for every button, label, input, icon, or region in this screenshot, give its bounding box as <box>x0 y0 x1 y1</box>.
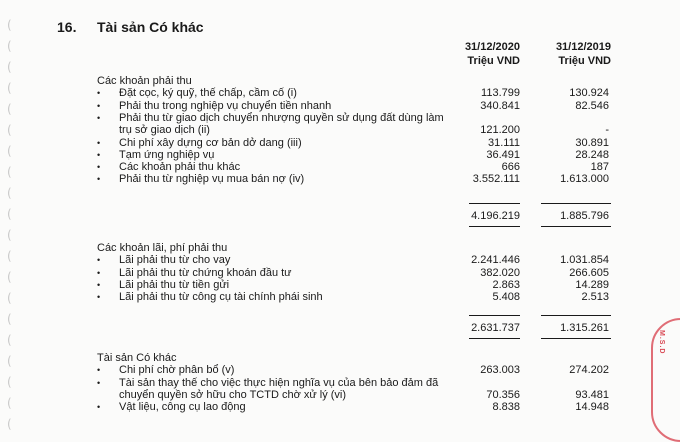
binder-hole-icon: ( <box>7 186 12 200</box>
value-2019: - <box>605 124 609 137</box>
bullet-icon: • <box>97 402 101 413</box>
value-2020: 2.863 <box>492 278 520 291</box>
value-2020: 666 <box>501 161 520 174</box>
group-title: Các khoản phải thu <box>97 75 192 87</box>
row-label: Lãi phải thu từ chứng khoán đầu tư <box>119 266 292 279</box>
section-number: 16. <box>57 19 77 35</box>
column-date: 31/12/2019 <box>555 41 611 53</box>
bullet-icon: • <box>97 365 101 376</box>
binder-hole-icon: ( <box>7 354 12 368</box>
value-2019: 2.513 <box>581 291 609 304</box>
row-label: Chi phí xây dựng cơ bản dở dang (iii) <box>119 136 302 149</box>
bullet-icon: • <box>97 112 101 123</box>
subtotal-bottom-rule <box>541 226 611 227</box>
row-label-continued: trụ sở giao dịch (ii) <box>119 124 210 137</box>
bullet-icon: • <box>97 292 101 303</box>
value-2019: 93.481 <box>575 388 609 401</box>
row-label: Lãi phải thu từ công cụ tài chính phái sinh <box>119 291 323 304</box>
value-2019: 28.248 <box>575 148 609 161</box>
value-2019: 14.948 <box>575 401 609 414</box>
value-2020: 5.408 <box>492 291 520 304</box>
binder-hole-icon: ( <box>7 333 12 347</box>
subtotal-bottom-rule <box>541 338 611 339</box>
group-title: Tài sản Có khác <box>97 352 177 364</box>
bullet-icon: • <box>97 100 101 111</box>
red-seal-stamp <box>651 318 680 442</box>
row-label-continued: chuyển quyền sở hữu cho TCTD chờ xử lý (vi) <box>119 388 347 401</box>
binder-hole-icon: ( <box>7 417 12 431</box>
value-2019: 130.924 <box>569 87 609 100</box>
column-unit: Triệu VND <box>558 55 611 67</box>
column-header-2019 <box>521 40 611 68</box>
value-2019: 82.546 <box>575 99 609 112</box>
binder-hole-icon: ( <box>7 312 12 326</box>
row-label: Phải thu trong nghiệp vụ chuyển tiền nhanh <box>119 99 332 112</box>
binder-hole-icon: ( <box>7 375 12 389</box>
value-2020: 340.841 <box>480 99 520 112</box>
section-title: Tài sản Có khác <box>97 19 204 35</box>
binder-hole-icon: ( <box>7 144 12 158</box>
row-label: Tài sản thay thế cho việc thực hiện nghĩa vụ của bên bảo đảm đã <box>119 376 439 389</box>
binder-hole-icon: ( <box>7 207 12 221</box>
row-label: Các khoản phải thu khác <box>119 161 241 174</box>
row-label: Phải thu từ nghiệp vụ mua bán nợ (iv) <box>119 173 305 186</box>
binder-hole-icon: ( <box>7 39 12 53</box>
value-2020: 382.020 <box>480 266 520 279</box>
subtotal-2019: 1.315.261 <box>560 322 609 334</box>
value-2019: 14.289 <box>575 278 609 291</box>
binder-holes <box>7 0 17 431</box>
bullet-icon: • <box>97 137 101 148</box>
binder-hole-icon: ( <box>7 165 12 179</box>
binder-hole-icon: ( <box>7 291 12 305</box>
row-label: Lãi phải thu từ cho vay <box>119 254 231 267</box>
binder-hole-icon: ( <box>7 102 12 116</box>
subtotal-top-rule <box>541 315 611 316</box>
binder-hole-icon: ( <box>7 60 12 74</box>
subtotal-bottom-rule <box>469 338 520 339</box>
binder-hole-icon: ( <box>7 249 12 263</box>
value-2020: 36.491 <box>486 148 520 161</box>
bullet-icon: • <box>97 279 101 290</box>
group-title: Các khoản lãi, phí phải thu <box>97 242 228 254</box>
subtotal-2019: 1.885.796 <box>560 210 609 222</box>
value-2020: 70.356 <box>486 388 520 401</box>
value-2019: 30.891 <box>575 136 609 149</box>
stamp-text: M.S.D <box>658 330 665 355</box>
subtotal-bottom-rule <box>469 226 520 227</box>
bullet-icon: • <box>97 174 101 185</box>
value-2019: 187 <box>590 161 609 174</box>
row-label: Phải thu từ giao dịch chuyển nhượng quyền sử dụng đất dùng làm <box>119 111 444 124</box>
binder-hole-icon: ( <box>7 81 12 95</box>
subtotal-2020: 2.631.737 <box>471 322 520 334</box>
row-label: Lãi phải thu từ tiền gửi <box>119 278 230 291</box>
column-unit: Triệu VND <box>467 55 520 67</box>
bullet-icon: • <box>97 377 101 388</box>
row-label: Chi phí chờ phân bổ (v) <box>119 364 235 377</box>
bullet-icon: • <box>97 255 101 266</box>
subtotal-top-rule <box>541 203 611 204</box>
value-2019: 1.031.854 <box>560 254 609 267</box>
value-2020: 8.838 <box>492 401 520 414</box>
value-2020: 3.552.111 <box>472 173 520 186</box>
row-label: Vật liệu, công cụ lao động <box>119 401 246 414</box>
binder-hole-icon: ( <box>7 228 12 242</box>
binder-hole-icon: ( <box>7 18 12 32</box>
bullet-icon: • <box>97 267 101 278</box>
value-2019: 274.202 <box>569 364 609 377</box>
value-2020: 31.111 <box>487 136 520 149</box>
bullet-icon: • <box>97 88 101 99</box>
column-date: 31/12/2020 <box>464 41 520 53</box>
subtotal-top-rule <box>469 203 520 204</box>
binder-hole-icon: ( <box>7 123 12 137</box>
value-2020: 263.003 <box>480 364 520 377</box>
subtotal-top-rule <box>469 315 520 316</box>
binder-hole-icon: ( <box>7 270 12 284</box>
row-label: Đặt cọc, ký quỹ, thế chấp, cầm cố (i) <box>119 87 297 100</box>
value-2019: 1.613.000 <box>560 173 609 186</box>
column-header-2020 <box>430 40 520 68</box>
binder-hole-icon: ( <box>7 396 12 410</box>
value-2020: 121.200 <box>480 124 520 137</box>
value-2019: 266.605 <box>569 266 609 279</box>
subtotal-2020: 4.196.219 <box>471 210 520 222</box>
row-label: Tạm ứng nghiệp vụ <box>119 148 215 161</box>
bullet-icon: • <box>97 162 101 173</box>
value-2020: 2.241.446 <box>471 254 520 267</box>
bullet-icon: • <box>97 149 101 160</box>
value-2020: 113.799 <box>481 87 520 100</box>
